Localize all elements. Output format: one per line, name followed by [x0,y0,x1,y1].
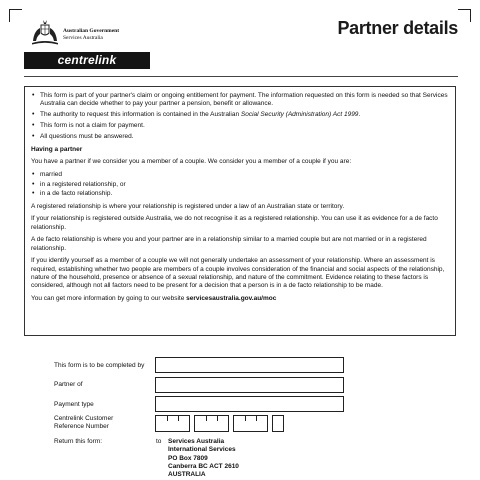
form-title: Partner details [337,18,458,38]
crn-label [54,415,113,431]
partner-of-label: Partner of [54,381,83,388]
crn-box-3[interactable] [233,415,268,432]
return-address [168,438,239,479]
partner-of-field[interactable] [155,377,344,393]
to-label: to [156,438,162,445]
crn-label-line-2: Reference Number [54,423,109,430]
address-line: PO Box 7809 [168,454,208,462]
address-line: Services Australia [168,438,225,445]
more-info-paragraph [31,295,449,303]
intro-bullet-authority [31,111,449,119]
intro-bullet-2: • This form is not a claim for payment. [31,122,449,130]
more-info-text: You can get more information by going to our website [31,294,187,302]
centrelink-brand-bar: centrelink [24,52,150,69]
crn-box-4[interactable] [272,415,284,432]
crn-box-1[interactable] [155,415,190,432]
intro-list [31,92,449,141]
completed-by-field[interactable] [155,357,344,373]
gov-line-2: Services Australia [63,34,103,41]
crn-label-line-1: Centrelink Customer [54,415,114,422]
return-form-label: Return this form: [54,438,103,445]
intro-bullet-3: • All questions must be answered. [31,133,449,141]
couple-item: • married [31,171,449,179]
address-line: Canberra BC ACT 2610 [168,462,239,470]
crop-mark-top-right [458,9,471,22]
outside-paragraph: If your relationship is registered outside Australia, we do not recognise it as a registered relationship. You can use it as evidence for a de facto relationship. [31,215,438,231]
crop-mark-top-left [9,9,22,22]
couple-list [31,171,449,199]
couple-intro: You have a partner if we consider you a member of a couple. We consider you a member of a couple if you are: [31,158,352,165]
government-name [63,28,119,41]
completed-by-label: This form is to be completed by [54,362,145,369]
header-divider [24,76,458,77]
authority-end: . [358,111,361,118]
assessment-paragraph: If you identify yourself as a member of a couple we will not generally undertake an assessment of your relationship. Where an assessment is required, establishing whether two people are members of a couple involves consideration of the financial and social aspects of the relationship, nature of the household, presence or absence of a sexual relationship, and nature of the commitment. Evidence relating to these factors is considered, although not all factors need to be present for a decision that a person is in a de facto relationship to be made. [31,257,445,289]
payment-type-label: Payment type [54,401,94,408]
website-link[interactable]: servicesaustralia.gov.au/moc [186,294,277,302]
registered-paragraph: A registered relationship is where your relationship is registered under a law of an Australian state or territory. [31,202,345,210]
gov-line-1: Australian Government [63,28,120,34]
couple-item: • in a de facto relationship. [31,190,449,198]
address-line: AUSTRALIA [168,471,206,479]
coat-of-arms-icon [30,19,60,47]
authority-act: Social Security (Administration) Act 1999 [240,111,359,118]
having-partner-heading: Having a partner [31,145,83,153]
payment-type-field[interactable] [155,396,344,412]
intro-bullet-1: • This form is part of your partner's claim or ongoing entitlement for payment. The information requested on this form is needed so that Services Australia can decide whether to pay your partner a pension, benefit or allowance. [31,92,449,108]
couple-item: • in a registered relationship, or [31,181,449,189]
defacto-paragraph: A de facto relationship is where you and your partner are in a relationship similar to a married couple but are not married or in a registered relationship. [31,236,427,252]
crn-box-2[interactable] [194,415,229,432]
government-logo [30,19,180,53]
address-line: International Services [168,446,236,454]
authority-text: The authority to request this information is contained in the Australian [40,111,241,118]
information-box [24,86,456,336]
